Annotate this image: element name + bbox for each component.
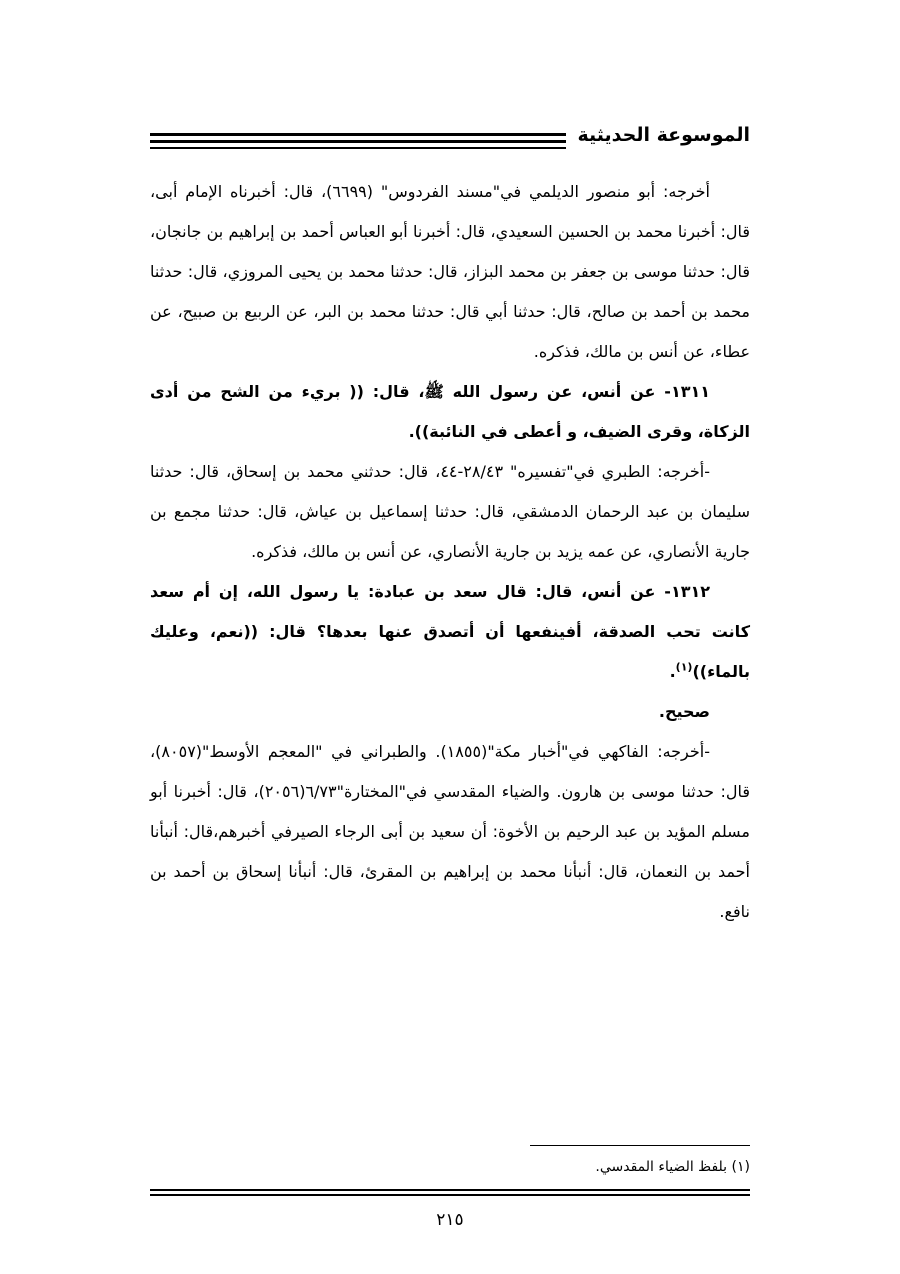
paragraph-takhrij-1: أخرجه: أبو منصور الديلمي في"مسند الفردوس" (٦٦٩٩)، قال: أخبرناه الإمام أبى، قال: أخبرنا محمد بن الحسين السعيدي، قال: أخبرنا أبو العباس أحمد بن إبراهيم بن جانجان، قال: حدثنا موسى بن جعفر بن محمد البزاز، قال: حدثنا محمد بن يحيى المروزي، قال: حدثنا محمد بن أحمد بن صالح، قال: حدثنا أبي قال: حدثنا محمد بن البر، عن الربيع بن صبيح، عن عطاء، عن أنس بن مالك، فذكره. (150, 182, 750, 361)
header-title: الموسوعة الحديثية (566, 120, 751, 150)
grading-label: صحيح. (658, 702, 710, 721)
main-text (150, 172, 750, 932)
footnote-ref[interactable]: (١) (675, 660, 693, 674)
hadith-1311: ١٣١١- عن أنس، عن رسول الله ﷺ، قال: (( بريء من الشح من أدى الزكاة، وقرى الضيف، و أعطى في النائبة)). (150, 382, 750, 441)
footnote: (١) بلفظ الضياء المقدسي. (595, 1159, 750, 1175)
footer-rule (150, 1189, 750, 1191)
hadith-1312: ١٣١٢- عن أنس، قال: قال سعد بن عبادة: يا رسول الله، إن أم سعد كانت تحب الصدقة، أفينفعها أن أتصدق عنها بعدها؟ قال: ((نعم، وعليك بالماء))$^{(١)}$. (150, 582, 750, 681)
footnote-separator (530, 1145, 750, 1146)
running-header (150, 120, 750, 160)
hadith-1312-text: ١٣١٢- عن أنس، قال: قال سعد بن عبادة: يا رسول الله، إن أم سعد كانت تحب الصدقة، أفينفعها أن أتصدق عنها بعدها؟ قال: ((نعم، وعليك بالماء)) (150, 582, 750, 681)
footer-rule (150, 1194, 750, 1196)
paragraph-takhrij-2: -أخرجه: الطبري في"تفسيره" ٢٨/٤٣-٤٤، قال: حدثني محمد بن إسحاق، قال: حدثنا سليمان بن عبد الرحمان الدمشقي، قال: حدثنا إسماعيل بن عياش، قال: حدثنا مجمع بن جارية الأنصاري، عن عمه يزيد بن جارية الأنصاري، عن أنس بن مالك، فذكره. (150, 462, 750, 561)
page-number: ٢١٥ (436, 1210, 464, 1230)
paragraph-takhrij-3: -أخرجه: الفاكهي في"أخبار مكة"(١٨٥٥). والطبراني في "المعجم الأوسط"(٨٠٥٧)، قال: حدثنا موسى بن هارون. والضياء المقدسي في"المختارة"٦/٧٣(٢٠٥٦)، قال: أخبرنا أبو مسلم المؤيد بن عبد الرحيم بن الأخوة: أن سعيد بن أبى الرجاء الصيرفي أخبرهم،قال: أنبأنا أحمد بن النعمان، قال: أنبأنا محمد بن إبراهيم بن المقرئ، قال: أنبأنا إسحاق بن أحمد بن نافع. (150, 742, 750, 921)
